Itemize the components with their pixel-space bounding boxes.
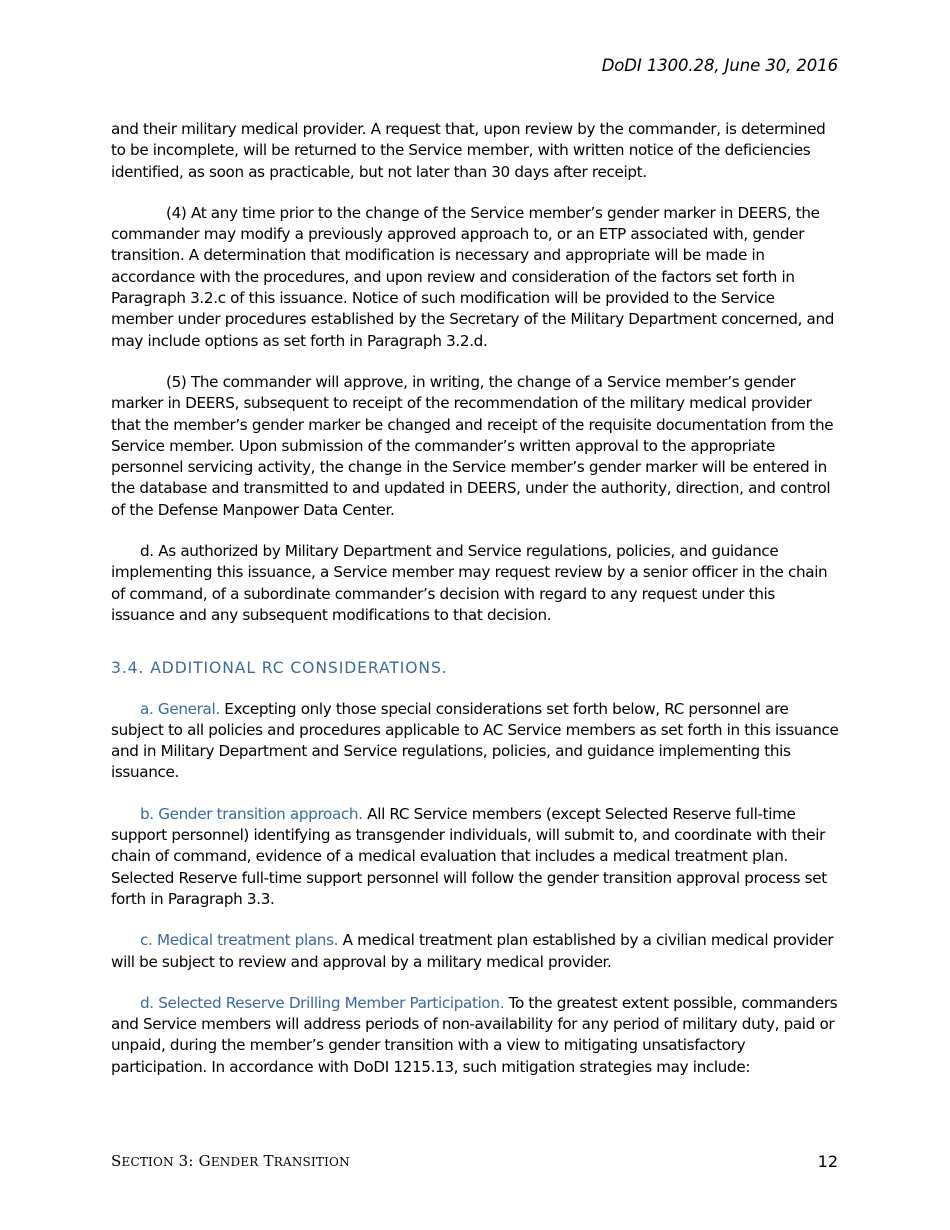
subsection-c-label: c. Medical treatment plans. xyxy=(140,931,339,950)
subsection-d xyxy=(111,993,841,1078)
subsection-b xyxy=(111,804,841,910)
subsection-a xyxy=(111,699,841,784)
subsection-b-text: All RC Service members (except Selected Reserve full-time support personnel) identifying as transgender individuals, will submit to, and coordinate with their chain of command, evidence of a medical evaluation that includes a medical treatment plan. Selected Reserve full-time support personnel will follow the gender transition approval process set forth in Paragraph 3.3. xyxy=(111,804,827,908)
page-number: 12 xyxy=(817,1152,838,1171)
subsection-c xyxy=(111,930,841,973)
subsection-c-text: A medical treatment plan established by a civilian medical provider will be subject to review and approval by a military medical provider. xyxy=(111,931,834,971)
running-header: DoDI 1300.28, June 30, 2016 xyxy=(601,56,838,75)
paragraph-continuation: and their military medical provider. A request that, upon review by the commander, is determined to be incomplete, will be returned to the Service member, with written notice of the deficiencies identified, as soon as practicable, but not later than 30 days after receipt. xyxy=(111,120,826,181)
subsection-a-label: a. General. xyxy=(140,699,220,718)
section-heading: 3.4. ADDITIONAL RC CONSIDERATIONS. xyxy=(111,659,448,678)
paragraph-5: (5) The commander will approve, in writing, the change of a Service member’s gender marker in DEERS, subsequent to receipt of the recommendation of the military medical provider that the member’s gender marker be changed and receipt of the requisite documentation from the Service member. Upon submission of the commander’s written approval to the appropriate personnel servicing activity, the change in the Service member’s gender marker will be entered in the database and transmitted to and updated in DEERS, under the authority, direction, and control of the Defense Manpower Data Center. xyxy=(111,372,834,519)
subsection-d-text: To the greatest extent possible, commanders and Service members will address periods of non-availability for any period of military duty, paid or unpaid, during the member’s gender transition with a view to mitigating unsatisfactory participation. In accordance with DoDI 1215.13, such mitigation strategies may include: xyxy=(111,993,838,1076)
paragraph-d: d. As authorized by Military Department and Service regulations, policies, and guidance implementing this issuance, a Service member may request review by a senior officer in the chain of command, of a subordinate commander’s decision with regard to any request under this issuance and any subsequent modifications to that decision. xyxy=(111,542,828,624)
paragraph-4: (4) At any time prior to the change of the Service member’s gender marker in DEERS, the commander may modify a previously approved approach to, or an ETP associated with, gender transition. A determination that modification is necessary and appropriate will be made in accordance with the procedures, and upon review and consideration of the factors set forth in Paragraph 3.2.c of this issuance. Notice of such modification will be provided to the Service member under procedures established by the Secretary of the Military Department concerned, and may include options as set forth in Paragraph 3.2.d. xyxy=(111,203,835,350)
subsection-a-text: Excepting only those special considerations set forth below, RC personnel are subject to all policies and procedures applicable to AC Service members as set forth in this issuance and in Military Department and Service regulations, policies, and guidance implementing this issuance. xyxy=(111,699,839,782)
subsection-b-label: b. Gender transition approach. xyxy=(140,804,363,823)
subsection-d-label: d. Selected Reserve Drilling Member Participation. xyxy=(140,993,505,1012)
footer-section-title: SECTION 3: GENDER TRANSITION xyxy=(111,1152,350,1170)
document-body xyxy=(111,119,841,1098)
